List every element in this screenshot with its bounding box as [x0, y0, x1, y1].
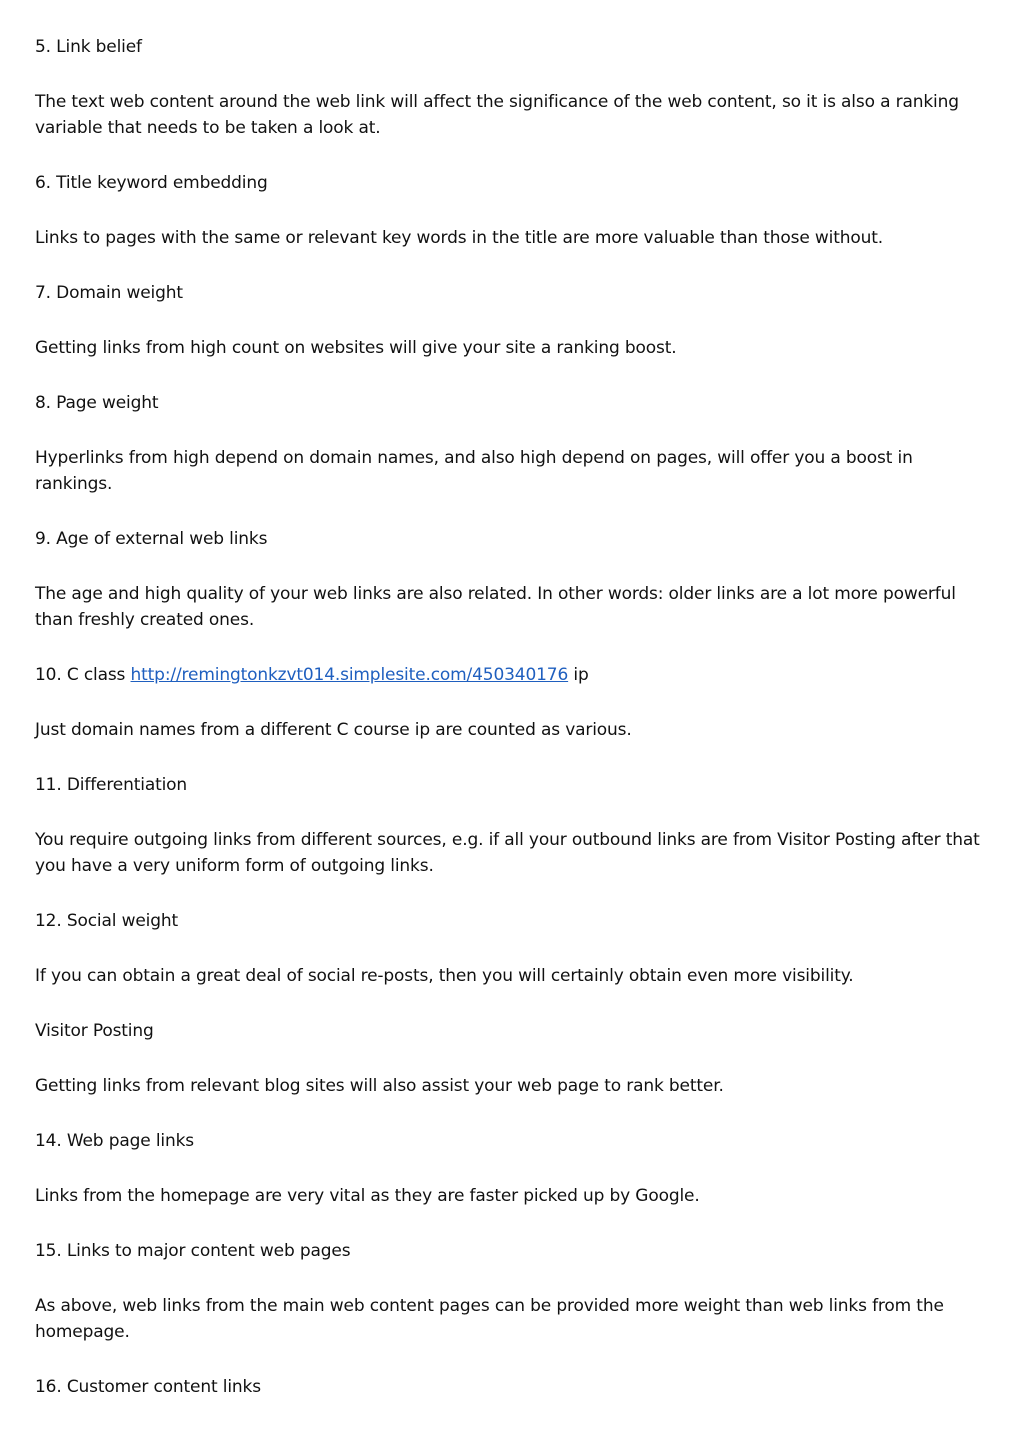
c-class-suffix: ip	[568, 665, 589, 685]
section-heading-c-class	[35, 662, 995, 688]
c-class-link[interactable]: http://remingtonkzvt014.simplesite.com/450340176	[130, 665, 569, 685]
section-heading-title-keyword: 6. Title keyword embedding	[35, 173, 268, 193]
section-heading-domain-weight: 7. Domain weight	[35, 283, 183, 303]
section-heading-social-weight: 12. Social weight	[35, 911, 179, 931]
section-body-page-weight: Hyperlinks from high depend on domain names, and also high depend on pages, will offer you a boost in rankings.	[35, 448, 913, 494]
section-heading-link-belief: 5. Link belief	[35, 37, 142, 57]
section-body-title-keyword: Links to pages with the same or relevant key words in the title are more valuable than those without.	[35, 228, 884, 248]
section-heading-differentiation: 11. Differentiation	[35, 775, 188, 795]
section-body-domain-weight: Getting links from high count on websites will give your site a ranking boost.	[35, 338, 677, 358]
c-class-prefix: 10. C class	[35, 665, 131, 685]
section-body-web-page-links: Links from the homepage are very vital as they are faster picked up by Google.	[35, 1186, 700, 1206]
section-heading-visitor-posting: Visitor Posting	[35, 1021, 154, 1041]
section-heading-page-weight: 8. Page weight	[35, 393, 159, 413]
section-body-differentiation: You require outgoing links from different sources, e.g. if all your outbound links are from Visitor Posting after that you have a very uniform form of outgoing links.	[35, 830, 980, 876]
section-heading-major-content: 15. Links to major content web pages	[35, 1241, 351, 1261]
section-heading-web-page-links: 14. Web page links	[35, 1131, 194, 1151]
section-body-major-content: As above, web links from the main web content pages can be provided more weight than web links from the homepage.	[35, 1296, 944, 1342]
section-heading-customer-content: 16. Customer content links	[35, 1377, 261, 1397]
section-body-c-class: Just domain names from a different C course ip are counted as various.	[35, 720, 632, 740]
section-heading-age-links: 9. Age of external web links	[35, 529, 268, 549]
section-body-age-links: The age and high quality of your web links are also related. In other words: older links are a lot more powerful than freshly created ones.	[35, 584, 956, 630]
section-body-link-belief: The text web content around the web link will affect the significance of the web content, so it is also a ranking variable that needs to be taken a look at.	[35, 92, 959, 138]
section-body-social-weight: If you can obtain a great deal of social re-posts, then you will certainly obtain even more visibility.	[35, 966, 854, 986]
document-page	[35, 34, 995, 1429]
section-body-visitor-posting: Getting links from relevant blog sites will also assist your web page to rank better.	[35, 1076, 724, 1096]
